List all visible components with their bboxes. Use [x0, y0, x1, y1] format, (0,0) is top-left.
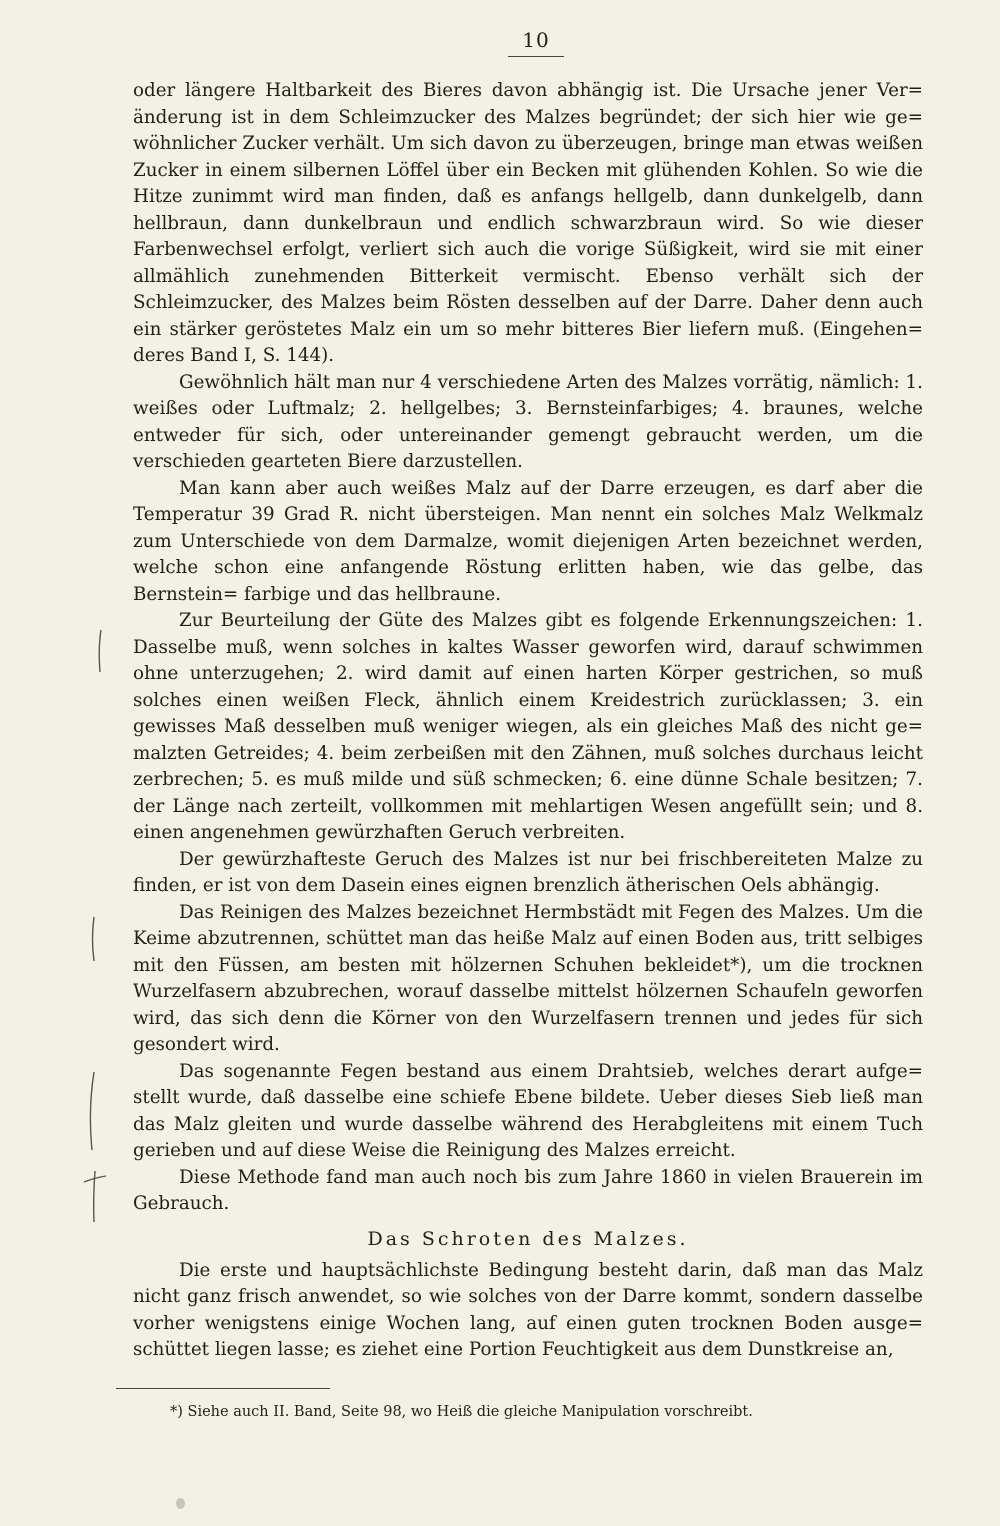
paragraph-3: Man kann aber auch weißes Malz auf der Darre erzeugen, es darf aber die Temperatur 39 Grad R. nicht übersteigen. Man nennt ein solches Malz Welkmalz zum Unterschiede von dem Darmalze, womit diejenigen Arten bezeichnet werden, welche schon eine anfangende Röstung erlitten haben, wie das gelbe, das Bernstein= farbige und das hellbraune. [133, 477, 923, 605]
body-text [133, 78, 923, 1364]
paragraph-4: Zur Beurteilung der Güte des Malzes gibt es folgende Erkennungszeichen: 1. Dasselbe muß, wenn solches in kaltes Wasser geworfen wird, darauf schwimmen ohne unterzugehen; 2. wird damit auf einen harten Körper gestrichen, so muß solches einen weißen Fleck, ähnlich einem Kreidestrich zurücklassen; 3. ein gewisses Maß desselben muß weniger wiegen, als ein gleiches Maß des nicht ge= malzten Getreides; 4. beim zerbeißen mit den Zähnen, muß solches durchaus leicht zerbrechen; 5. es muß milde und süß schmecken; 6. eine dünne Schale besitzen; 7. der Länge nach zerteilt, vollkommen mit mehlartigen Wesen angefüllt sein; und 8. einen angenehmen gewürzhaften Geruch verbreiten. [133, 610, 923, 843]
pencil-margin-mark [92, 628, 108, 674]
footnote-rule [116, 1388, 330, 1389]
pencil-margin-mark [82, 1070, 102, 1152]
section-paragraph-1: Die erste und hauptsächlichste Bedingung besteht darin, daß man das Malz nicht ganz frisch anwendet, so wie solches von der Darre kommt, sondern dasselbe vorher wenigstens einige Wochen lang, auf einen guten trocknen Boden ausge= schüttet liegen lasse; es ziehet eine Portion Feuchtigkeit aus dem Dunstkreise an, [133, 1259, 923, 1360]
page-number: 10 [522, 28, 550, 52]
paragraph-5: Der gewürzhafteste Geruch des Malzes ist nur bei frischbereiteten Malze zu finden, er ist von dem Dasein eines eignen brenzlich ätherischen Oels abhängig. [133, 848, 923, 896]
page-number-rule [508, 56, 564, 57]
paragraph-6: Das Reinigen des Malzes bezeichnet Hermbstädt mit Fegen des Malzes. Um die Keime abzutrennen, schüttet man das heiße Malz auf einen Boden aus, tritt selbiges mit den Füssen, am besten mit hölzernen Schuhen bekleidet*), um die trocknen Wurzelfasern abzubrechen, worauf dasselbe mittelst hölzernen Schaufeln geworfen wird, das sich denn die Körner von den Wurzelfasern trennen und jedes für sich gesondert wird. [133, 901, 923, 1055]
section-heading: Das Schroten des Malzes. [367, 1227, 689, 1250]
paragraph-8: Diese Methode fand man auch noch bis zum Jahre 1860 in vielen Brauerein im Gebrauch. [133, 1166, 923, 1214]
paragraph-1: oder längere Haltbarkeit des Bieres davon abhängig ist. Die Ursache jener Ver= änderung ist in dem Schleimzucker des Malzes begründet; der sich hier wie ge= wöhnlicher Zucker verhält. Um sich davon zu überzeugen, bringe man etwas weißen Zucker in einem silbernen Löffel über ein Becken mit glühenden Kohlen. So wie die Hitze zunimmt wird man finden, daß es anfangs hellgelb, dann dunkelgelb, dann hellbraun, dann dunkelbraun und endlich schwarzbraun wird. So wie dieser Farbenwechsel erfolgt, verliert sich auch die vorige Süßigkeit, wird sie mit einer allmählich zunehmenden Bitterkeit vermischt. Ebenso verhält sich der Schleimzucker, des Malzes beim Rösten desselben auf der Darre. Daher denn auch ein stärker geröstetes Malz ein um so mehr bitteres Bier liefern muß. (Eingehen= deres Band I, S. 144). [133, 80, 923, 366]
paragraph-7: Das sogenannte Fegen bestand aus einem Drahtsieb, welches derart aufge= stellt wurde, daß dasselbe eine schiefe Ebene bildete. Ueber dieses Sieb ließ man das Malz gleiten und wurde dasselbe während des Herabgleitens mit einem Tuch gerieben und auf diese Weise die Reinigung des Malzes erreicht. [133, 1060, 923, 1161]
pencil-margin-mark [84, 915, 102, 963]
pencil-margin-mark [82, 1168, 108, 1224]
footnote: *) Siehe auch II. Band, Seite 98, wo Heiß die gleiche Manipulation vorschreibt. [170, 1404, 753, 1420]
paper-smudge [176, 1498, 185, 1509]
paragraph-2: Gewöhnlich hält man nur 4 verschiedene Arten des Malzes vorrätig, nämlich: 1. weißes oder Luftmalz; 2. hellgelbes; 3. Bernsteinfarbiges; 4. braunes, welche entweder für sich, oder untereinander gemengt gebraucht werden, um die verschieden gearteten Biere darzustellen. [133, 371, 923, 472]
